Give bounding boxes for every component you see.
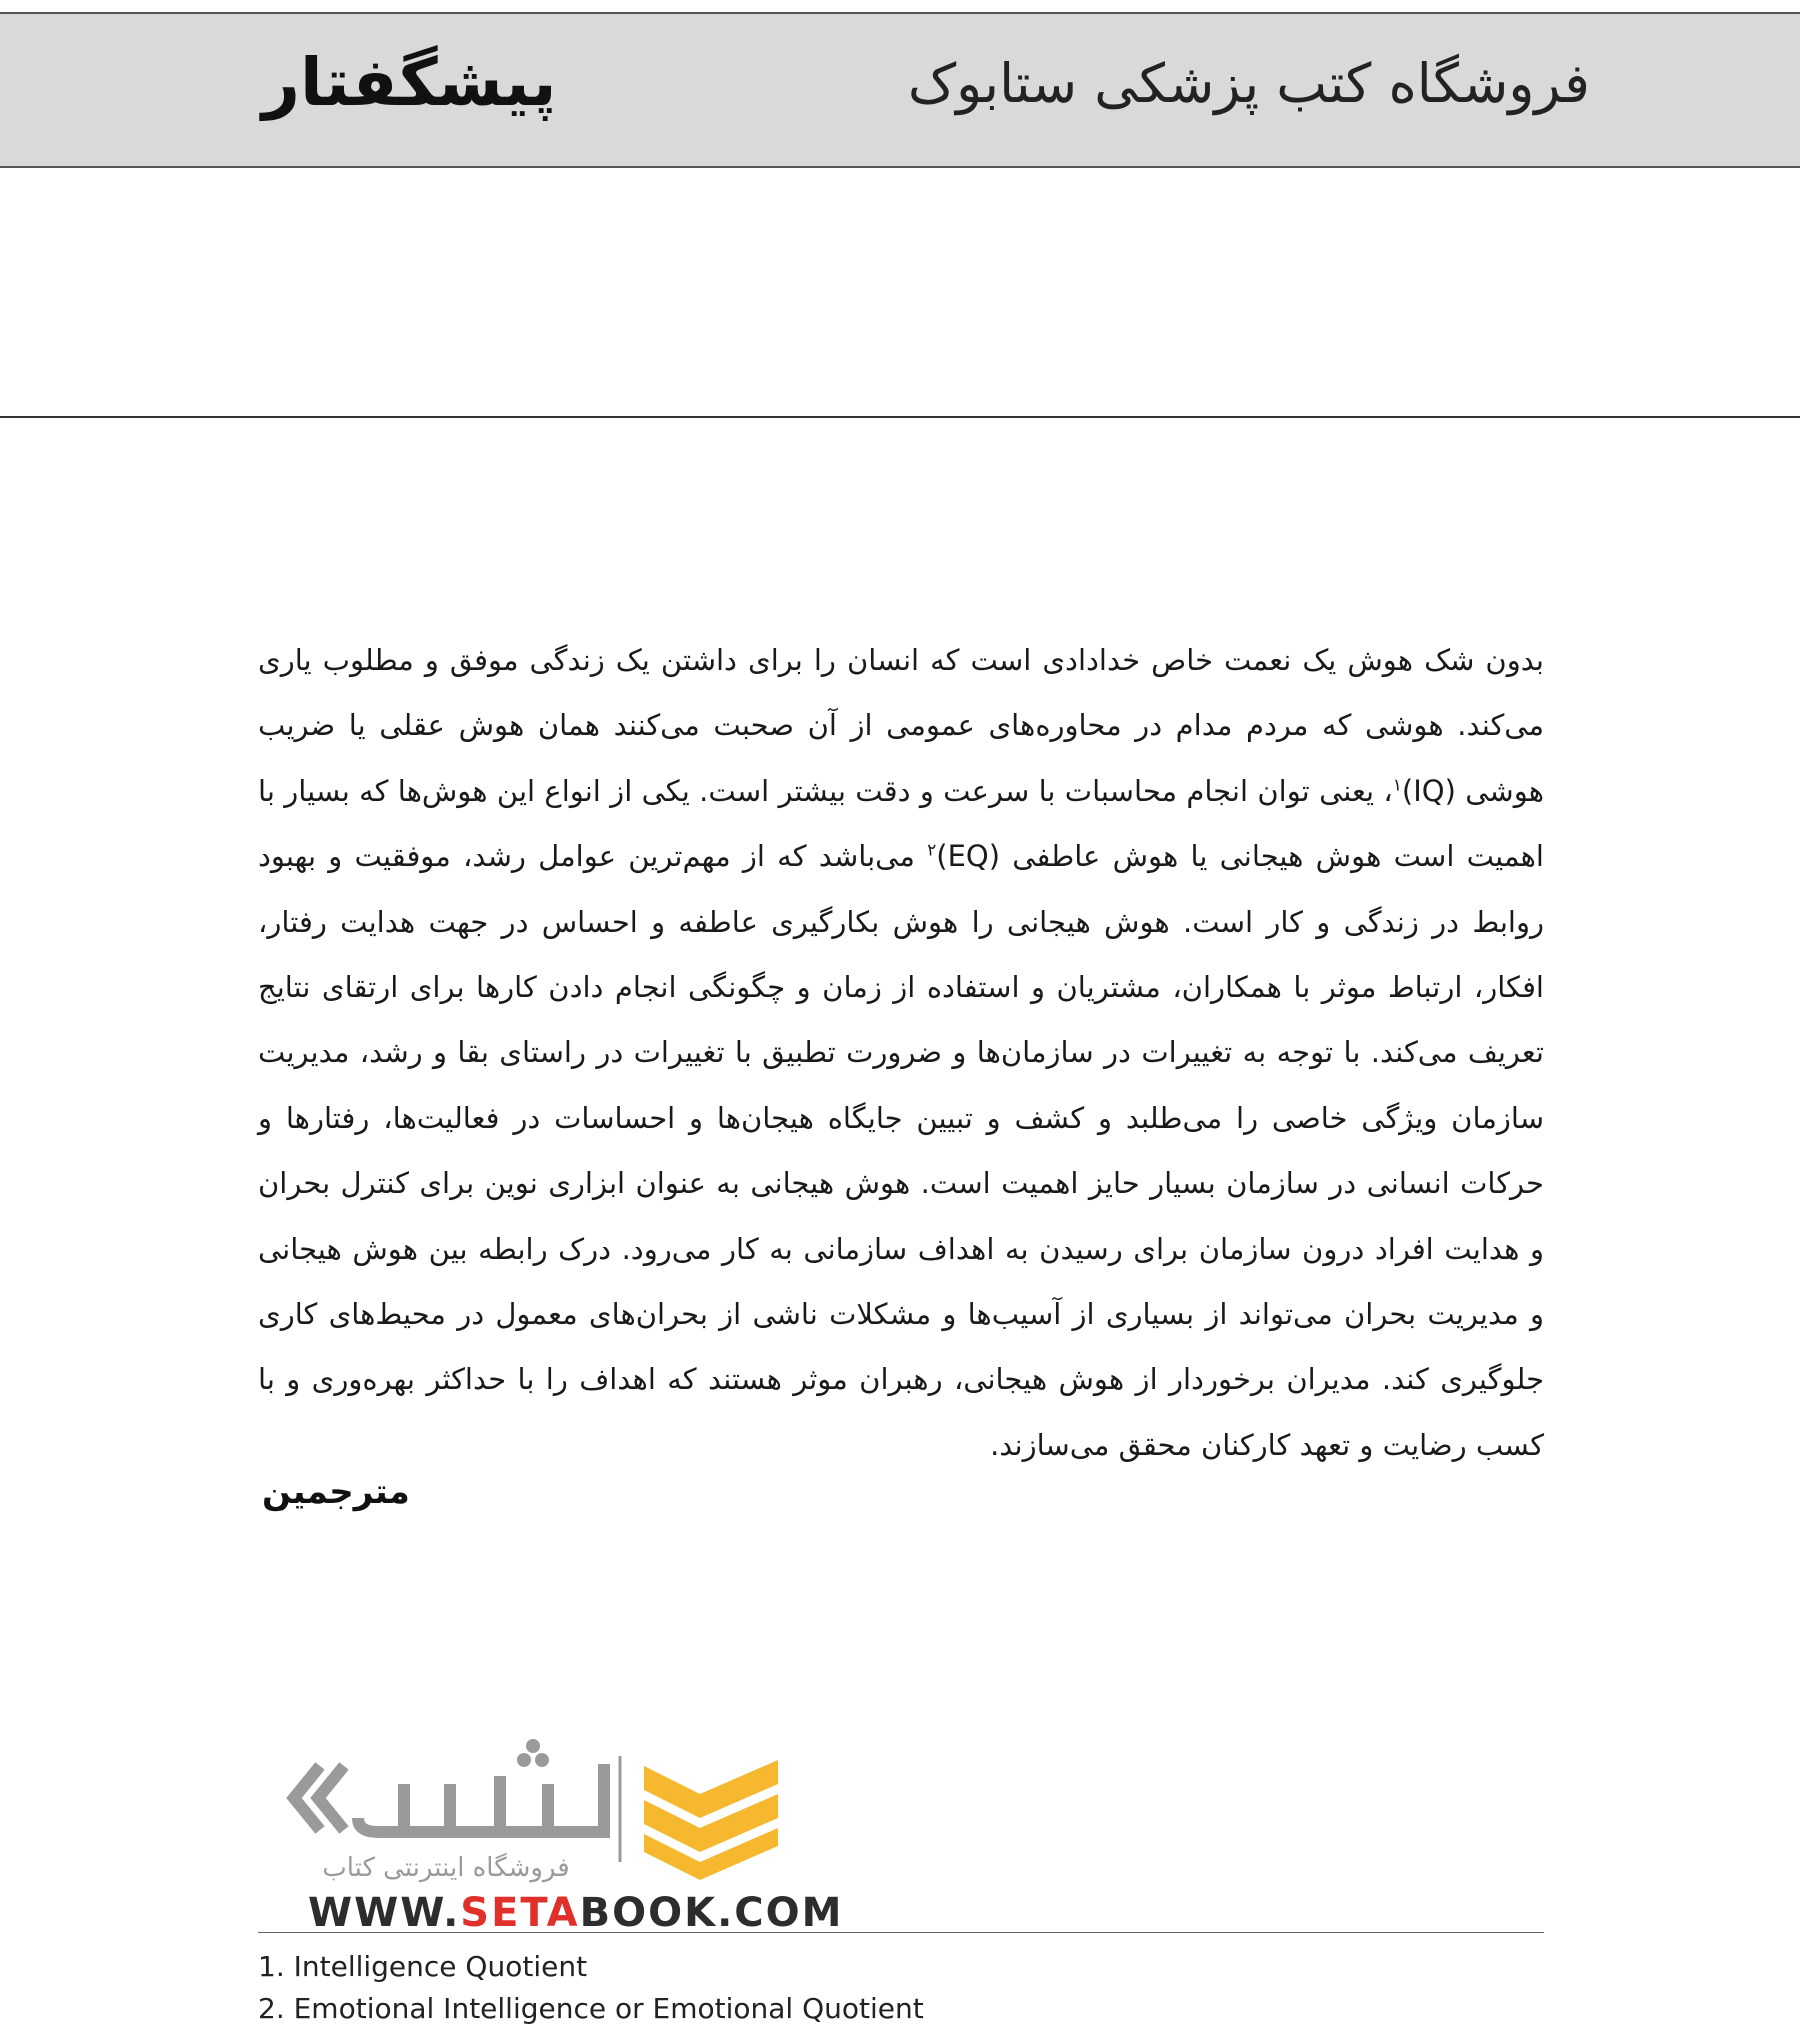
footnote-ref-2: ۲ [927, 840, 937, 861]
iq-term: (IQ) [1401, 773, 1456, 808]
section-divider [0, 416, 1800, 418]
preface-text: می‌باشد که از مهم‌ترین عوامل رشد، موفقیت و بهبود روابط در زندگی و کار است. هوش هیجانی را هوش بکارگیری عاطفه و احساس در جهت هدایت رفتار، افکار، ارتباط موثر با همکاران، مشتریان و استفاده از زمان و چگونگی انجام دادن کارها برای ارتقای نتایج تعریف می‌کند. با توجه به تغییرات در سازمان‌ها و ضرورت تطبیق با تغییرات در راستای بقا و رشد، مدیریت سازمان ویژگی خاصی را می‌طلبد و کشف و تبیین جایگاه هیجان‌ها و احساسات در فعالیت‌ها، رفتارها و حرکات انسانی در سازمان بسیار حایز اهمیت است. هوش هیجانی به عنوان ابزاری نوین برای کنترل بحران و هدایت افراد درون سازمان برای رسیدن به اهداف سازمانی به کار می‌رود. درک رابطه بین هوش هیجانی و مدیریت بحران می‌تواند از بسیاری از آسیب‌ها و مشکلات ناشی از بحران‌های معمول در محیط‌های کاری جلوگیری کند. مدیران برخوردار از هوش هیجانی، رهبران موثر هستند که اهداف را با حداکثر بهره‌وری و با کسب رضایت و تعهد کارکنان محقق می‌سازند. [258, 839, 1544, 1462]
translators-signature: مترجمین [262, 1472, 410, 1512]
website-url: WWW.SETABOOK.COM [308, 1890, 844, 1936]
footnote-2: 2. Emotional Intelligence or Emotional Quotient [258, 1992, 924, 2025]
eq-term: (EQ) [936, 839, 1001, 874]
footnote-1: 1. Intelligence Quotient [258, 1950, 588, 1983]
svg-text:فروشگاه اینترنتی کتاب: فروشگاه اینترنتی کتاب [322, 1853, 570, 1883]
header-band [0, 12, 1800, 168]
setabook-logo-icon [286, 1736, 806, 1886]
preface-text: بدون شک هوش یک نعمت خاص خدادادی است که انسان را برای داشتن یک زندگی موفق و مطلوب یاری می‌کند. هوشی که مردم مدام در محاوره‌های عمومی از آن صحبت می‌کنند همان هوش عقلی یا ضریب هوشی [258, 643, 1544, 808]
preface-text: ، یعنی توان انجام محاسبات با سرعت و دقت بیشتر است. یکی از انواع این هوش‌ها که بسیار با اهمیت است هوش هیجانی یا هوش عاطفی [258, 773, 1544, 874]
footnotes [258, 1946, 924, 2030]
footnote-divider [258, 1932, 1544, 1933]
footnote-ref-1: ۱ [1392, 775, 1402, 796]
store-title: فروشگاه کتب پزشکی ستابوک [907, 52, 1590, 115]
preface-paragraph [258, 628, 1544, 1478]
section-title: پیشگفتار [262, 44, 557, 121]
